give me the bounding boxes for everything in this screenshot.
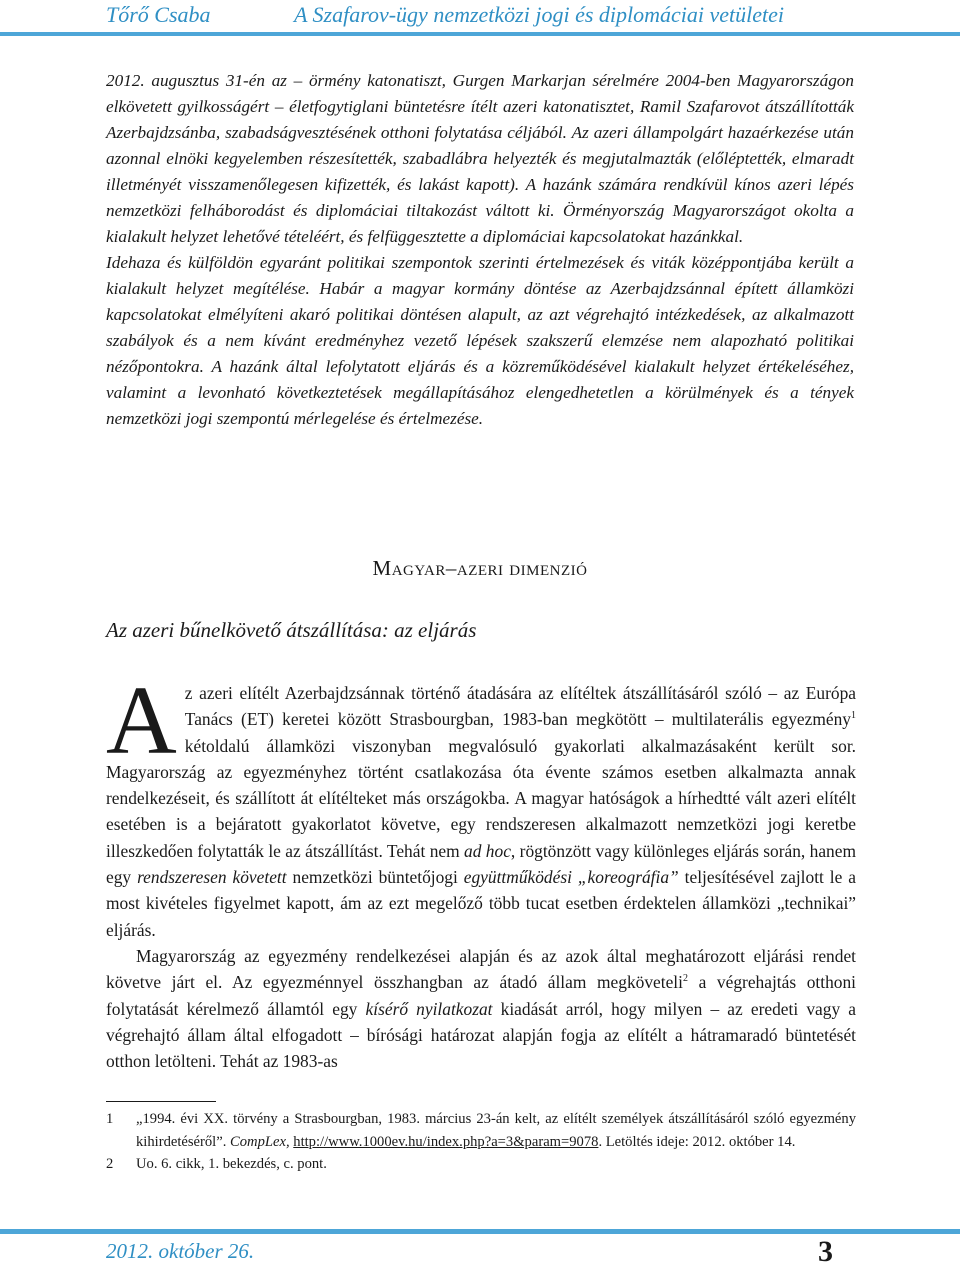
- section-title-text: Magyar–azeri dimenzió: [372, 556, 588, 580]
- header-rule: [0, 32, 960, 36]
- section-subtitle: Az azeri bűnelkövető átszállítása: az eljárás: [106, 618, 477, 642]
- footnotes: [106, 1108, 856, 1176]
- page-number: 3: [818, 1235, 833, 1268]
- body-paragraph-1: Az azeri elítélt Azerbajdzsánnak történő átadására az elítéltek átszállításáról szóló – az Európa Tanács (ET) keretei között Strasbourgban, 1983-ban megkötött – multilaterális egyezmény$^1$ kétoldalú államközi viszonyban megvalósuló gyakorlati alkalmazásaként került sor. Magyarország az egyezményhez történt csatlakozása óta évente számos esetben alkalmazta annak rendelkezéseit, és szállított át elítélteket más országokba. A magyar hatóságok a hírhedtté vált azeri elítélt esetében is a bejáratott gyakorlatot követve, egy rendszeresen alkalmazott nemzetközi jogi keretbe illeszkedően folytatták le az átszállítást. Tehát nem ad hoc, rögtönzött vagy különleges eljárás során, hanem egy rendszeresen követett nemzetközi büntetőjogi együttműködési „koreográfia” teljesítésével zajlott le a most kivételes figyelmet kapott, ám az ezt megelőző több tucat esetben érdektelen államközi „technikai” eljárás.: [106, 667, 857, 940]
- footnote-ref-1: 1: [851, 710, 856, 722]
- footer-rule: [0, 1229, 960, 1234]
- footnote-number: 2: [106, 1156, 114, 1172]
- footnote-1: 1 „1994. évi XX. törvény a Strasbourgban, 1983. március 23-án kelt, az elítélt személyek átszállításáról szóló egyezmény kihirdetéséről”. CompLex, http://www.1000ev.hu/index.php?a=3&param=9078. Letöltés ideje: 2012. október 14.: [106, 1108, 856, 1153]
- footnote-ref-2: 2: [682, 973, 688, 985]
- body-paragraph-2: Magyarország az egyezmény rendelkezései alapján és az azok által meghatározott eljárási rendet követve járt el. Az egyezménnyel összhangban az átadó állam megköveteli$^2$ a végrehajtás otthoni folytatását kérelmező államtól egy kísérő nyilatkozat kiadását arról, hogy milyen – az eredeti vagy a végrehajtó állam által elfogadott – bírósági határozat alapján fogja az elítélt a hátramaradó büntetését otthon letölteni. Tehát az 1983-as: [106, 945, 856, 1072]
- drop-cap: A: [106, 667, 177, 775]
- intro-paragraph-1: 2012. augusztus 31-én az – örmény katonatiszt, Gurgen Markarjan sérelmére 2004-ben Magyarországon elkövetett gyilkosságért – életfogytiglani büntetésre ítélt azeri katonatisztet, Ramil Szafarovot átszállították Azerbajdzsánba, szabadságvesztésének otthoni folytatása céljából. Az azeri állampolgárt hazaérkezése után azonnal elnöki kegyelemben részesítették, szabadlábra helyezték és megjutalmazták (előléptették, elmaradt illetményét visszamenőlegesen kifizették, és lakást kapott). A hazánk számára rendkívül kínos azeri lépés nemzetközi felháborodást és diplomáciai tiltakozást váltott ki. Örményország Magyarországot okolta a kialakult helyzet lehetővé tételéért, és felfüggesztette a diplomáciai kapcsolatokat hazánkkal.: [106, 71, 854, 246]
- intro-paragraph-2: Idehaza és külföldön egyaránt politikai szempontok szerinti értelmezések és viták középpontjába került a kialakult helyzet megítélése. Habár a magyar kormány döntése az Azerbajdzsánnal épített államközi kapcsolatokat elmélyíteni akaró politikai döntésen alapult, az azt végrehajtó intézkedések, az alkalmazott szabályok és a nem kívánt eredményhez vezető lépések szakszerű elemzése nem alapozható politikai nézőpontokra. A hazánk által lefolytatott eljárás és a közreműködésével kialakult helyzet értékeléséhez, valamint a levonható következtetések megállapításához elengedhetetlen a körülmények és a tények nemzetközi jogi szempontú mérlegelése és értelmezése.: [106, 253, 854, 428]
- running-header: [0, 0, 960, 36]
- footnote-rule: [106, 1101, 216, 1102]
- header-title: A Szafarov-ügy nemzetközi jogi és diplomáciai vetületei: [294, 2, 785, 27]
- page-footer: [0, 1229, 960, 1267]
- header-author: Tőrő Csaba: [106, 2, 211, 27]
- footnote-link[interactable]: http://www.1000ev.hu/index.php?a=3&param=9078: [293, 1133, 599, 1150]
- section-title: [0, 556, 960, 581]
- footnote-2: 2 Uo. 6. cikk, 1. bekezdés, c. pont.: [106, 1153, 856, 1176]
- footer-date: 2012. október 26.: [106, 1239, 255, 1263]
- footnote-number: 1: [106, 1111, 114, 1127]
- intro-block: [106, 68, 854, 432]
- body-text: [106, 667, 857, 1074]
